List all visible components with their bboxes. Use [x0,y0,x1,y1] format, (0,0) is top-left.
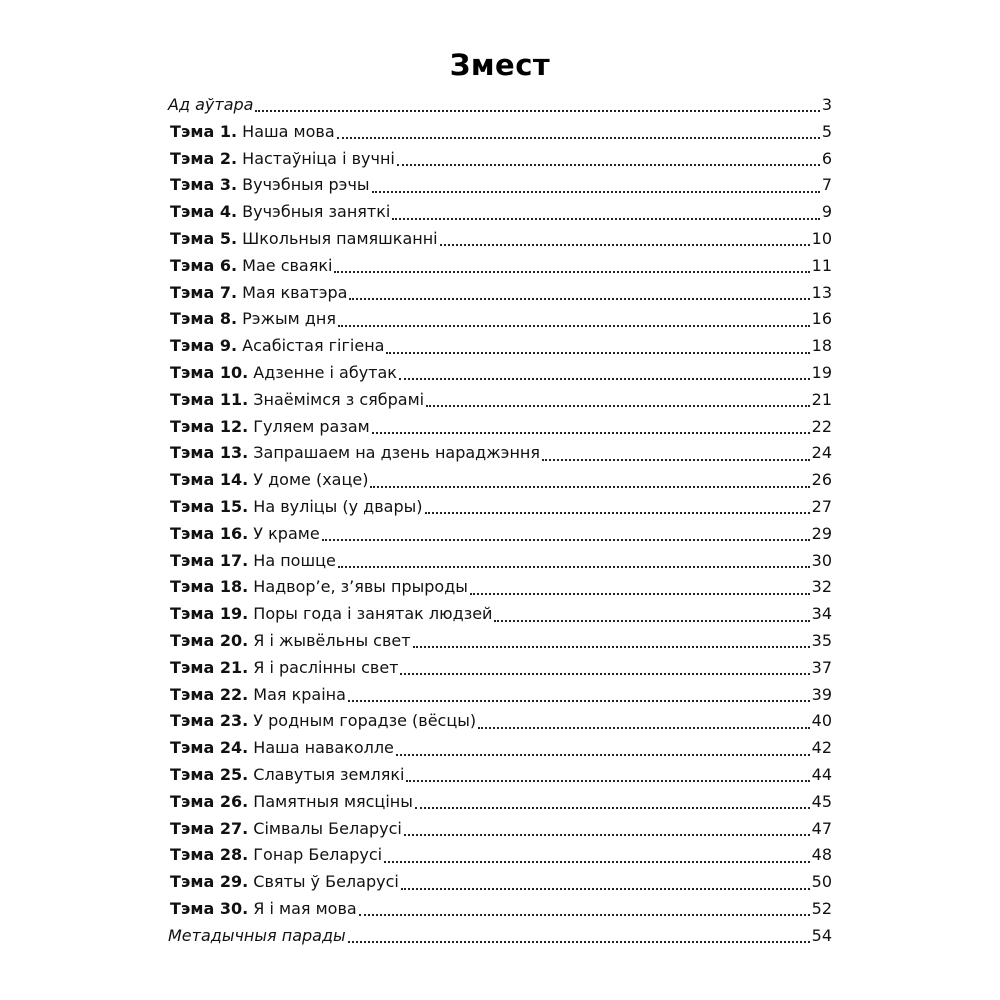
toc-entry-label [168,360,397,387]
toc-entry-topic[interactable] [168,682,832,709]
toc-page-number: 6 [821,148,832,168]
toc-entry-label [168,119,335,146]
toc-topic-name: Вучэбныя рэчы [242,175,370,195]
toc-topic-name: Асабістая гігіена [242,336,385,356]
toc-entry-label [168,521,320,548]
toc-page-number: 26 [811,470,832,490]
page-title: Змест [449,48,551,82]
toc-topic-number: Тэма 1. [170,121,238,141]
toc-entry-label [168,896,357,923]
toc-topic-name: У родным горадзе (вёсцы) [253,711,477,731]
toc-entry-topic[interactable] [168,762,832,789]
toc-topic-name: Адзенне і абутак [253,362,397,382]
toc-entry-topic[interactable] [168,548,832,575]
toc-page-number: 45 [811,791,832,811]
toc-entry-label [168,789,413,816]
toc-page-number: 9 [821,202,832,222]
toc-entry-outro[interactable] [168,923,832,950]
toc-page-number: 5 [821,121,832,141]
toc-page-number: 40 [811,711,832,731]
toc-topic-name: Мая кватэра [242,282,348,302]
toc-entry-label [168,574,468,601]
toc-topic-name: Сімвалы Беларусі [253,818,402,838]
toc-topic-name: Святы ў Беларусі [253,872,399,892]
toc-topic-number: Тэма 8. [170,309,238,329]
toc-page-number: 19 [811,362,832,382]
toc-topic-number: Тэма 29. [170,872,249,892]
toc-topic-number: Тэма 27. [170,818,249,838]
dot-leader [372,191,820,193]
toc-topic-number: Тэма 30. [170,898,249,918]
toc-entry-topic[interactable] [168,601,832,628]
toc-entry-label [168,146,395,173]
toc-entry-topic[interactable] [168,628,832,655]
toc-topic-number: Тэма 10. [170,362,249,382]
toc-page-number: 34 [811,604,832,624]
dot-leader [386,352,809,354]
toc-entry-topic[interactable] [168,172,832,199]
dot-leader [425,512,810,514]
toc-entry-label [168,735,394,762]
toc-entry-intro[interactable] [168,92,832,119]
table-of-contents [168,92,832,950]
dot-leader [322,539,810,541]
dot-leader [255,110,819,112]
toc-entry-topic[interactable] [168,735,832,762]
toc-entry-topic[interactable] [168,414,832,441]
toc-entry-label [168,467,368,494]
dot-leader [396,754,810,756]
toc-topic-name: Вучэбныя заняткі [242,202,391,222]
dot-leader [348,700,810,702]
dot-leader [440,244,810,246]
toc-page-number: 24 [811,443,832,463]
toc-page-number: 11 [811,255,832,275]
dot-leader [399,378,810,380]
toc-topic-number: Тэма 15. [170,496,249,516]
toc-topic-name: Памятныя мясціны [253,791,413,811]
toc-entry-label [168,548,336,575]
dot-leader [359,914,810,916]
toc-entry-topic[interactable] [168,360,832,387]
toc-entry-label [168,708,476,735]
toc-topic-name: Наша наваколле [253,738,394,758]
toc-entry-topic[interactable] [168,306,832,333]
dot-leader [426,405,810,407]
toc-entry-label: Ад аўтара [168,95,254,114]
toc-entry-topic[interactable] [168,842,832,869]
toc-entry-topic[interactable] [168,789,832,816]
toc-topic-number: Тэма 17. [170,550,249,570]
toc-entry-topic[interactable] [168,119,832,146]
toc-topic-number: Тэма 4. [170,202,238,222]
toc-topic-number: Тэма 21. [170,657,249,677]
toc-topic-number: Тэма 13. [170,443,249,463]
toc-entry-label [168,199,390,226]
toc-topic-name: Славутыя землякі [253,764,405,784]
toc-entry-label [168,682,346,709]
toc-topic-name: Я і жывёльны свет [253,630,411,650]
toc-entry-topic[interactable] [168,146,832,173]
dot-leader [542,459,810,461]
toc-topic-number: Тэма 26. [170,791,249,811]
toc-topic-number: Тэма 6. [170,255,238,275]
dot-leader [370,486,809,488]
toc-page-number: 18 [811,336,832,356]
toc-page-number: 50 [811,872,832,892]
toc-topic-name: У краме [253,523,320,543]
toc-topic-name: Знаёмімся з сябрамі [253,389,425,409]
toc-topic-number: Тэма 3. [170,175,238,195]
toc-entry-topic[interactable] [168,816,832,843]
toc-topic-number: Тэма 28. [170,845,249,865]
toc-entry-topic[interactable] [168,253,832,280]
toc-entry-label [168,762,404,789]
toc-topic-number: Тэма 22. [170,684,249,704]
toc-topic-number: Тэма 19. [170,604,249,624]
toc-page-number: 39 [811,684,832,704]
toc-page-number: 10 [811,228,832,248]
dot-leader [415,807,810,809]
toc-entry-label [168,494,423,521]
toc-page-number: 27 [811,496,832,516]
dot-leader [384,861,810,863]
toc-entry-topic[interactable] [168,494,832,521]
toc-topic-name: Гуляем разам [253,416,370,436]
dot-leader [400,673,809,675]
dot-leader [337,137,820,139]
toc-topic-number: Тэма 25. [170,764,249,784]
toc-topic-name: На вуліцы (у двары) [253,496,423,516]
toc-topic-name: Школьныя памяшканні [242,228,438,248]
toc-entry-topic[interactable] [168,521,832,548]
toc-entry-label [168,280,347,307]
toc-topic-name: Я і раслінны свет [253,657,399,677]
toc-page-number: 35 [811,630,832,650]
toc-page-number: 47 [811,818,832,838]
toc-entry-topic[interactable] [168,226,832,253]
dot-leader [334,271,809,273]
toc-entry-topic[interactable] [168,280,832,307]
toc-topic-name: Рэжым дня [242,309,336,329]
toc-entry-label [168,387,424,414]
toc-entry-label [168,601,492,628]
dot-leader [413,646,810,648]
toc-entry-topic[interactable] [168,574,832,601]
toc-topic-number: Тэма 24. [170,738,249,758]
dot-leader [392,218,819,220]
toc-topic-name: Надвор’е, з’явы прыроды [253,577,468,597]
toc-topic-name: У доме (хаце) [253,470,369,490]
toc-entry-topic[interactable] [168,896,832,923]
toc-entry-label [168,440,540,467]
toc-page-number: 13 [811,282,832,302]
dot-leader [494,620,809,622]
toc-entry-label [168,226,438,253]
toc-page-number: 29 [811,523,832,543]
toc-topic-number: Тэма 5. [170,228,238,248]
toc-page-number: 37 [811,657,832,677]
toc-page-number: 30 [811,550,832,570]
toc-topic-number: Тэма 12. [170,416,249,436]
toc-topic-number: Тэма 23. [170,711,249,731]
toc-entry-topic[interactable] [168,655,832,682]
toc-entry-topic[interactable] [168,869,832,896]
toc-topic-number: Тэма 18. [170,577,249,597]
toc-entry-label [168,869,399,896]
dot-leader [406,780,809,782]
toc-entry-label [168,333,384,360]
toc-page-number: 32 [811,577,832,597]
toc-page-number: 52 [811,898,832,918]
dot-leader [338,325,810,327]
toc-topic-number: Тэма 20. [170,630,249,650]
toc-entry-label [168,816,402,843]
toc-entry-label [168,253,332,280]
toc-topic-number: Тэма 16. [170,523,249,543]
toc-entry-topic[interactable] [168,333,832,360]
toc-entry-label [168,306,336,333]
toc-entry-topic[interactable] [168,467,832,494]
toc-page-number: 44 [811,764,832,784]
toc-topic-number: Тэма 2. [170,148,238,168]
toc-entry-label: Метадычныя парады [168,925,346,945]
toc-page-number: 42 [811,738,832,758]
toc-entry-topic[interactable] [168,440,832,467]
toc-page-number: 3 [821,95,832,114]
dot-leader [397,164,820,166]
dot-leader [372,432,810,434]
dot-leader [338,566,810,568]
toc-page-number: 7 [821,175,832,195]
dot-leader [404,834,810,836]
toc-entry-label [168,628,411,655]
toc-topic-number: Тэма 9. [170,336,238,356]
dot-leader [348,941,810,943]
toc-topic-name: На пошце [253,550,336,570]
toc-entry-label [168,842,382,869]
toc-topic-name: Гонар Беларусі [253,845,383,865]
dot-leader [349,298,809,300]
toc-entry-label [168,414,370,441]
toc-page-number: 21 [811,389,832,409]
toc-topic-name: Наша мова [242,121,335,141]
toc-page-number: 22 [811,416,832,436]
toc-entry-topic[interactable] [168,708,832,735]
toc-topic-number: Тэма 7. [170,282,238,302]
dot-leader [478,727,810,729]
toc-entry-topic[interactable] [168,387,832,414]
toc-topic-name: Мае сваякі [242,255,333,275]
dot-leader [470,593,810,595]
toc-entry-label [168,655,398,682]
toc-topic-number: Тэма 14. [170,470,249,490]
toc-topic-number: Тэма 11. [170,389,249,409]
toc-topic-name: Мая краіна [253,684,346,704]
toc-page-number: 16 [811,309,832,329]
toc-entry-label [168,172,370,199]
toc-page-number: 54 [811,925,832,945]
toc-topic-name: Запрашаем на дзень нараджэння [253,443,540,463]
toc-entry-topic[interactable] [168,199,832,226]
toc-topic-name: Я і мая мова [253,898,357,918]
toc-page-number: 48 [811,845,832,865]
toc-topic-name: Настаўніца і вучні [242,148,395,168]
dot-leader [401,888,810,890]
toc-topic-name: Поры года і занятак людзей [253,604,493,624]
